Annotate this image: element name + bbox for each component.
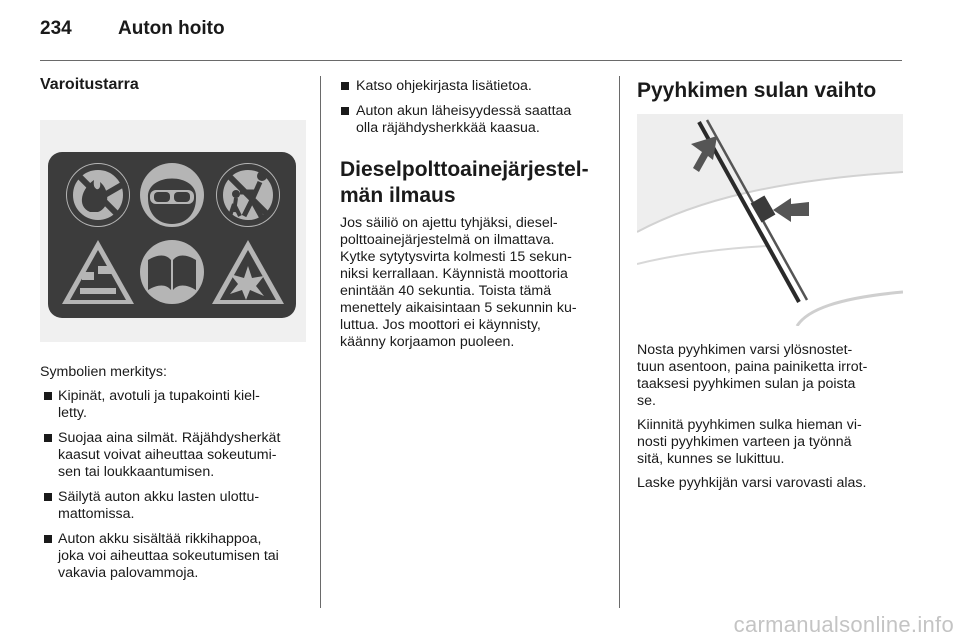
wiper-step-paragraph: [637, 475, 903, 492]
section-heading-diesel-bleeding: [340, 157, 606, 209]
wiper-step-paragraph: [637, 342, 903, 410]
list-item-line: olla räjähdysherkkää kaasua.: [356, 120, 540, 136]
list-item: [40, 489, 306, 523]
list-item: [40, 388, 306, 422]
paragraph-line: niksi kerrallaan. Käynnistä moottoria: [340, 266, 568, 282]
paragraph-line: luttua. Jos moottori ei käynnisty,: [340, 317, 541, 333]
list-item-line: Auton akun läheisyydessä saattaa: [356, 103, 572, 119]
column-right: [637, 72, 903, 499]
read-manual-icon: [140, 240, 204, 304]
bullet-icon: [44, 535, 52, 543]
label-list-continued: [340, 78, 606, 137]
bullet-icon: [44, 434, 52, 442]
list-item-line: sen tai loukkaantumisen.: [58, 464, 215, 480]
list-item-line: vakavia palovammoja.: [58, 565, 199, 581]
paragraph-line: sitä, kunnes se lukittuu.: [637, 451, 785, 467]
list-item: [40, 531, 306, 582]
wiper-step-paragraph: [637, 417, 903, 468]
paragraph-line: menettely aikaisintaan 5 sekunnin ku-: [340, 300, 577, 316]
paragraph-line: enintään 40 sekuntia. Toista tämä: [340, 283, 552, 299]
paragraph-line: se.: [637, 393, 656, 409]
paragraph-line: nosti pyyhkimen varteen ja työnnä: [637, 434, 852, 450]
paragraph-line: käänny korjaamon puoleen.: [340, 334, 515, 350]
list-item-line: letty.: [58, 405, 87, 421]
heading-line: Dieselpolttoainejärjestel-: [340, 158, 589, 181]
paragraph-line: Jos säiliö on ajettu tyhjäksi, diesel-: [340, 215, 558, 231]
bullet-icon: [44, 493, 52, 501]
column-divider-2: [619, 76, 620, 608]
list-item: [340, 103, 606, 137]
list-item-line: Suojaa aina silmät. Räjähdysherkät: [58, 430, 281, 446]
list-item-line: mattomissa.: [58, 506, 135, 522]
eye-protection-icon: [140, 163, 204, 227]
section-heading-warning-label: Varoitustarra: [40, 76, 139, 93]
symbols-list: [40, 388, 306, 582]
list-item-line: Auton akku sisältää rikkihappoa,: [58, 531, 262, 547]
paragraph-line: Kytke sytytysvirta kolmesti 15 sekun-: [340, 249, 572, 265]
bullet-icon: [44, 392, 52, 400]
page-number: 234: [40, 18, 72, 39]
heading-line: män ilmaus: [340, 184, 456, 207]
watermark: carmanualsonline.info: [733, 612, 954, 637]
column-left: [40, 72, 306, 590]
header-rule: [40, 60, 902, 61]
no-fire-icon: [66, 163, 130, 227]
paragraph-line: polttoainejärjestelmä on ilmattava.: [340, 232, 555, 248]
list-item-line: Kipinät, avotuli ja tupakointi kiel-: [58, 388, 260, 404]
paragraph-line: taaksesi pyyhkimen sulan ja poista: [637, 376, 856, 392]
list-item-line: Säilytä auton akku lasten ulottu-: [58, 489, 260, 505]
symbols-intro: Symbolien merkitys:: [40, 364, 167, 380]
wiper-blade-figure: [637, 114, 903, 326]
column-divider-1: [320, 76, 321, 608]
section-heading-wiper-blade: Pyyhkimen sulan vaihto: [637, 79, 877, 102]
paragraph-line: Nosta pyyhkimen varsi ylösnostet-: [637, 342, 853, 358]
bullet-icon: [341, 82, 349, 90]
list-item-line: Katso ohjekirjasta lisätietoa.: [356, 78, 532, 94]
list-item-line: joka voi aiheuttaa sokeutumisen tai: [58, 548, 279, 564]
chapter-title: Auton hoito: [118, 18, 225, 39]
diesel-bleeding-paragraph: [340, 215, 606, 351]
paragraph-line: Kiinnitä pyyhkimen sulka hieman vi-: [637, 417, 862, 433]
warning-label-figure: [40, 120, 306, 342]
paragraph-line: tuun asentoon, paina painiketta irrot-: [637, 359, 868, 375]
list-item: [40, 430, 306, 481]
column-middle: [340, 72, 606, 358]
list-item: [340, 78, 606, 95]
bullet-icon: [341, 107, 349, 115]
list-item-line: kaasut voivat aiheuttaa sokeutumi-: [58, 447, 277, 463]
paragraph-line: Laske pyyhkijän varsi varovasti alas.: [637, 475, 867, 491]
keep-children-away-icon: [216, 163, 280, 227]
